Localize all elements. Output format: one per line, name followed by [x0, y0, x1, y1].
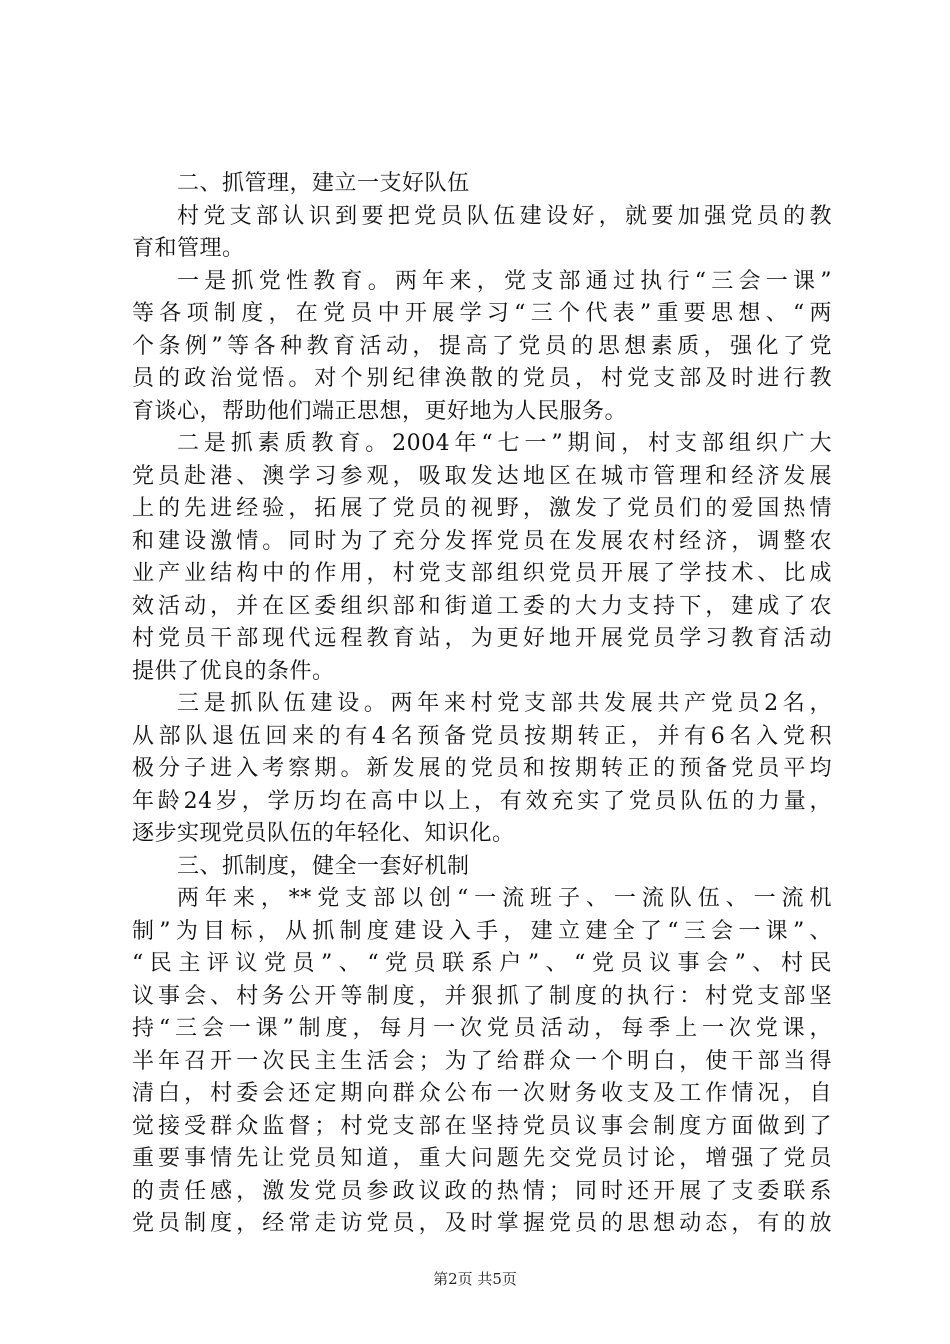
text-line: 二、抓管理，建立一支好队伍 [177, 171, 470, 196]
text-line: 效活动，并在区委组织部和街道工委的大力支持下，建成了农 [132, 593, 832, 619]
text-line: 党员制度，经常走访党员，及时掌握党员的思想动态，有的放 [132, 1211, 832, 1236]
text-line: 个条例”等各种教育活动，提高了党员的思想素质，强化了党 [132, 333, 832, 359]
text-line: 上的先进经验，拓展了党员的视野，激发了党员们的爱国热情 [132, 496, 832, 521]
text-line: 极分子进入考察期。新发展的党员和按期转正的预备党员平均 [132, 756, 832, 781]
text-line: 持“三会一课”制度，每月一次党员活动，每季上一次党课， [132, 1016, 832, 1041]
text-line: “民主评议党员”、“党员联系户”、“党员议事会”、村民 [132, 951, 832, 976]
text-line: 逐步实现党员队伍的年轻化、知识化。 [132, 821, 515, 846]
text-line: 等各项制度，在党员中开展学习“三个代表”重要思想、“两 [132, 301, 832, 326]
text-line: 三、抓制度，健全一套好机制 [177, 853, 470, 879]
text-line: 制”为目标，从抓制度建设入手，建立建全了“三会一课”、 [132, 918, 832, 944]
text-line: 的责任感，激发党员参政议政的热情；同时还开展了支委联系 [132, 1178, 832, 1204]
text-line: 育和管理。 [132, 236, 245, 261]
text-line: 员的政治觉悟。对个别纪律涣散的党员，村党支部及时进行教 [132, 366, 832, 391]
text-line: 重要事情先让党员知道，重大问题先交党员讨论，增强了党员 [132, 1146, 832, 1171]
text-line: 三是抓队伍建设。两年来村党支部共发展共产党员2名， [177, 691, 832, 716]
text-line: 党员赴港、澳学习参观，吸取发达地区在城市管理和经济发展 [132, 463, 832, 489]
text-line: 提供了优良的条件。 [132, 658, 335, 684]
text-line: 一是抓党性教育。两年来，党支部通过执行“三会一课” [177, 268, 832, 294]
text-line: 清白，村委会还定期向群众公布一次财务收支及工作情况，自 [132, 1081, 832, 1106]
text-line: 育谈心，帮助他们端正思想，更好地为人民服务。 [132, 398, 628, 424]
text-line: 业产业结构中的作用，村党支部组织党员开展了学技术、比成 [132, 561, 832, 586]
page-footer: 第2页 共5页 [433, 1270, 517, 1288]
text-line: 二是抓素质教育。2004年“七一”期间，村支部组织广大 [177, 431, 832, 456]
text-line: 从部队退伍回来的有4名预备党员按期转正，并有6名入党积 [132, 723, 832, 749]
text-line: 两年来，**党支部以创“一流班子、一流队伍、一流机 [177, 886, 832, 911]
text-line: 半年召开一次民主生活会；为了给群众一个明白，使干部当得 [132, 1048, 832, 1074]
text-line: 和建设激情。同时为了充分发挥党员在发展农村经济，调整农 [132, 528, 832, 554]
text-line: 觉接受群众监督；村党支部在坚持党员议事会制度方面做到了 [132, 1113, 832, 1139]
text-line: 村党支部认识到要把党员队伍建设好，就要加强党员的教 [177, 203, 832, 229]
text-line: 村党员干部现代远程教育站，为更好地开展党员学习教育活动 [132, 626, 832, 651]
text-line: 议事会、村务公开等制度，并狠抓了制度的执行：村党支部坚 [132, 983, 832, 1009]
document-body [132, 168, 832, 1241]
text-line: 年龄24岁，学历均在高中以上，有效充实了党员队伍的力量， [132, 788, 832, 814]
